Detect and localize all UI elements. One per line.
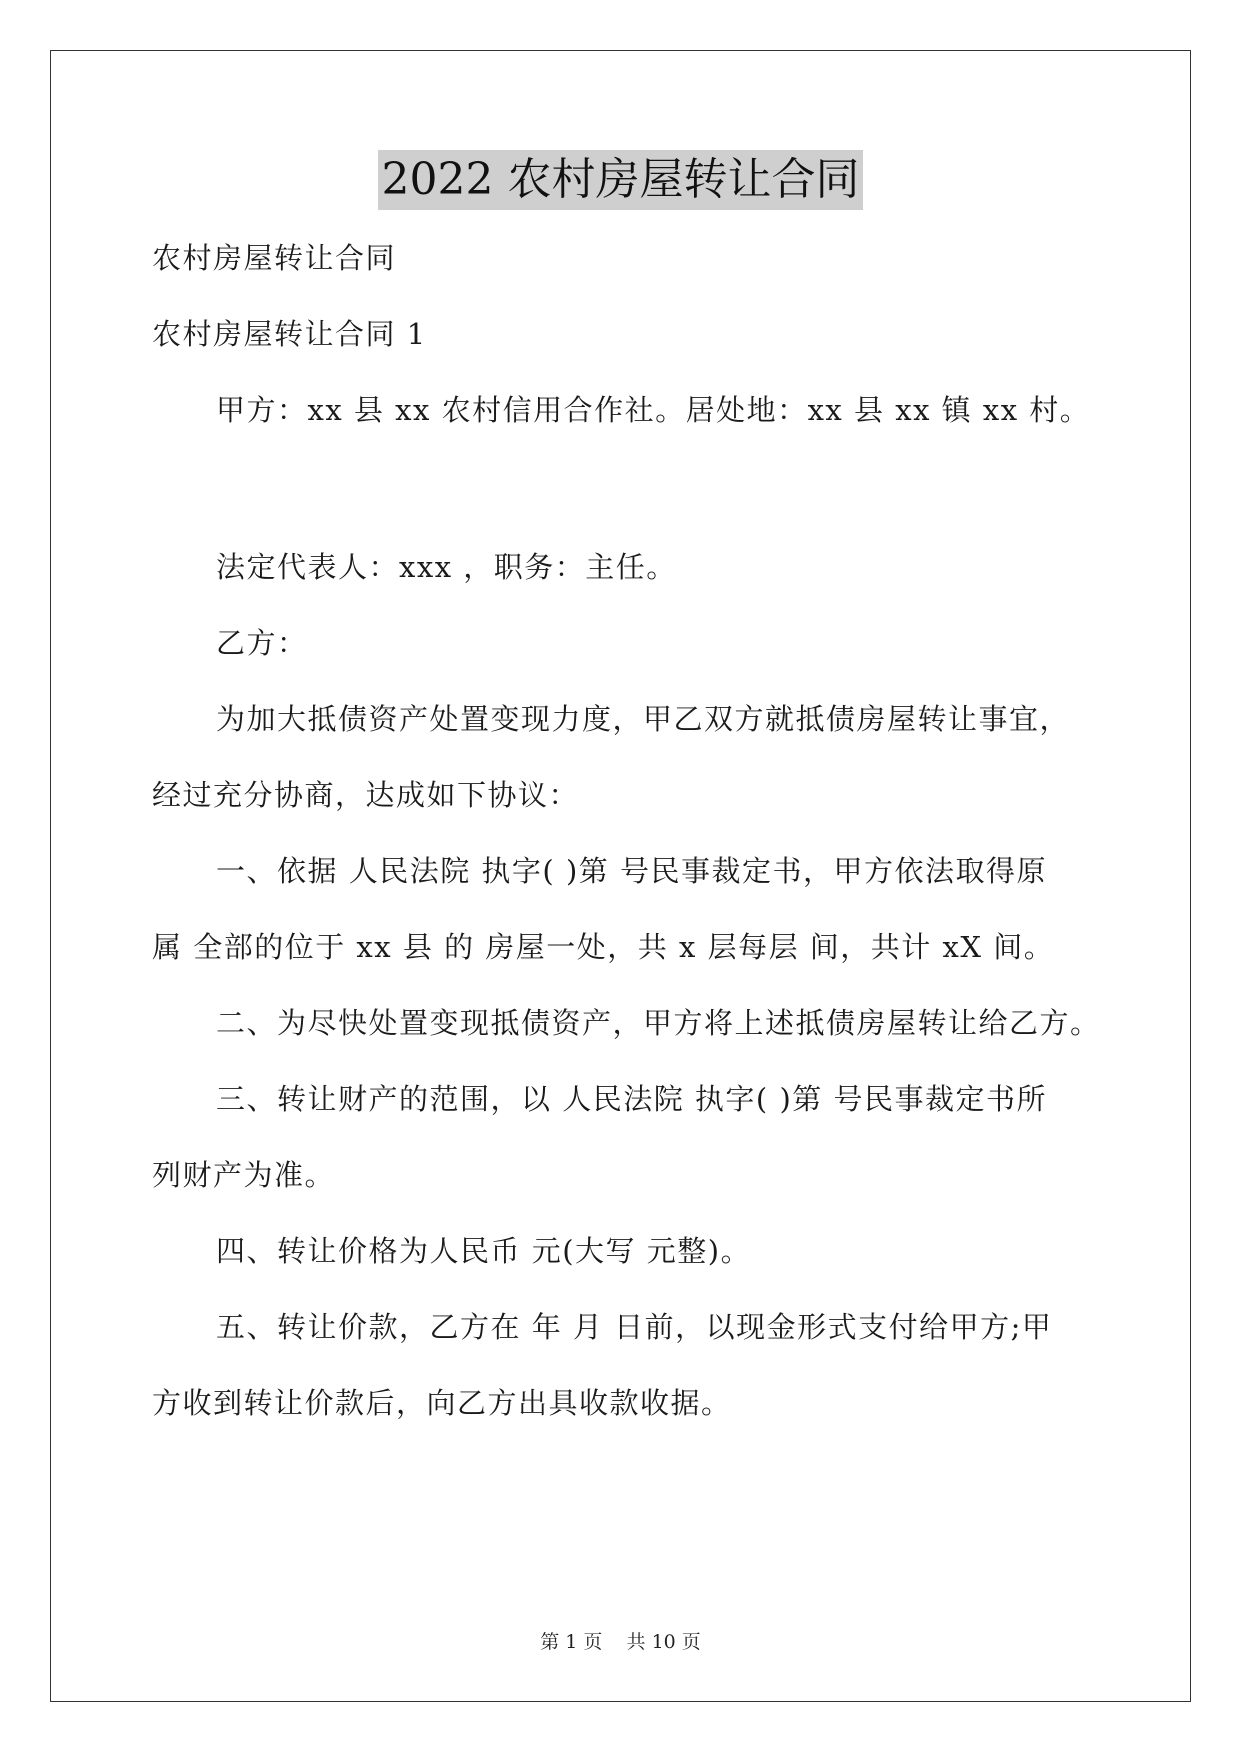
section-heading: 农村房屋转让合同 1 xyxy=(152,317,427,351)
party-b-line: 乙方： xyxy=(216,626,308,660)
title-container xyxy=(0,150,1241,210)
clause-4-line: 四、转让价格为人民币 元(大写 元整)。 xyxy=(216,1234,752,1268)
subtitle-line: 农村房屋转让合同 xyxy=(152,241,397,275)
clause-5-line: 方收到转让价款后，向乙方出具收款收据。 xyxy=(152,1386,732,1420)
clause-3-line: 三、转让财产的范围，以 人民法院 执字( )第 号民事裁定书所 xyxy=(216,1082,1048,1116)
clause-2-line: 二、为尽快处置变现抵债资产，甲方将上述抵债房屋转让给乙方。 xyxy=(216,1006,1101,1040)
legal-representative-line: 法定代表人：xxx ，职务：主任。 xyxy=(216,550,677,584)
paragraph-line: 为加大抵债资产处置变现力度，甲乙双方就抵债房屋转让事宜， xyxy=(216,702,1071,736)
clause-1-line: 一、依据 人民法院 执字( )第 号民事裁定书，甲方依法取得原 xyxy=(216,854,1048,888)
clause-5-line: 五、转让价款，乙方在 年 月 日前，以现金形式支付给甲方;甲 xyxy=(216,1310,1053,1344)
document-title: 2022 农村房屋转让合同 xyxy=(378,150,864,210)
paragraph-line: 经过充分协商，达成如下协议： xyxy=(152,778,580,812)
clause-1-line: 属 全部的位于 xx 县 的 房屋一处，共 x 层每层 间，共计 xX 间。 xyxy=(152,930,1055,964)
page-number-footer: 第 1 页 共 10 页 xyxy=(540,1631,701,1653)
party-a-line: 甲方：xx 县 xx 农村信用合作社。居处地：xx 县 xx 镇 xx 村。 xyxy=(216,393,1091,427)
clause-3-line: 列财产为准。 xyxy=(152,1158,336,1192)
